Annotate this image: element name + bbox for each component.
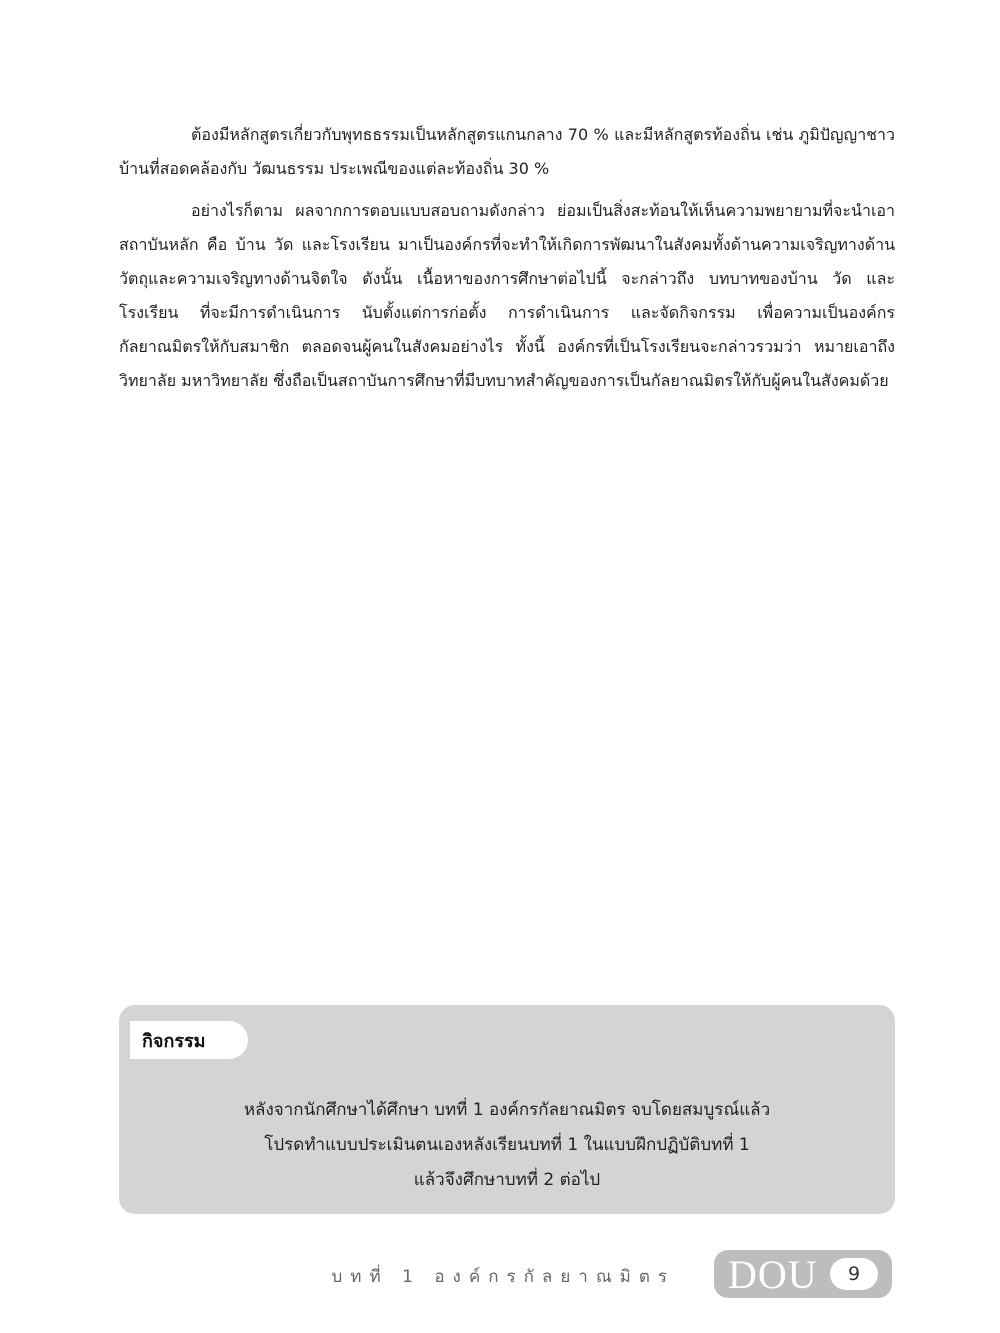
footer-chapter-title: บทที่ 1 องค์กรกัลยาณมิตร xyxy=(331,1267,675,1287)
page-number: 9 xyxy=(830,1258,878,1290)
activity-text xyxy=(119,1093,895,1198)
activity-line: หลังจากนักศึกษาได้ศึกษา บทที่ 1 องค์กรกัลยาณมิตร จบโดยสมบูรณ์แล้ว xyxy=(243,1100,771,1120)
footer-badge xyxy=(714,1250,892,1298)
body-text xyxy=(119,118,895,398)
paragraph: อย่างไรก็ตาม ผลจากการตอบแบบสอบถามดังกล่าว ย่อมเป็นสิ่งสะท้อนให้เห็นความพยายามที่จะนำเอาสถาบันหลัก คือ บ้าน วัด และโรงเรียน มาเป็นองค์กรที่จะทำให้เกิดการพัฒนาในสังคมทั้งด้านความเจริญทางด้านวัตถุและความเจริญทางด้านจิตใจ ดังนั้น เนื้อหาของการศึกษาต่อไปนี้ จะกล่าวถึง บทบาทของบ้าน วัด และโรงเรียน ที่จะมีการดำเนินการ นับตั้งแต่การก่อตั้ง การดำเนินการ และจัดกิจกรรม เพื่อความเป็นองค์กรกัลยาณมิตรให้กับสมาชิก ตลอดจนผู้คนในสังคมอย่างไร ทั้งนี้ องค์กรที่เป็นโรงเรียนจะกล่าวรวมว่า หมายเอาถึงวิทยาลัย มหาวิทยาลัย ซึ่งถือเป็นสถาบันการศึกษาที่มีบทบาทสำคัญของการเป็นกัลยาณมิตรให้กับผู้คนในสังคมด้วย xyxy=(119,201,895,390)
paragraph: ต้องมีหลักสูตรเกี่ยวกับพุทธธรรมเป็นหลักสูตรแกนกลาง 70 % และมีหลักสูตรท้องถิ่น เช่น ภูมิปัญญาชาวบ้านที่สอดคล้องกับ วัฒนธรรม ประเพณีของแต่ละท้องถิ่น 30 % xyxy=(119,125,895,178)
activity-title: กิจกรรม xyxy=(130,1021,248,1059)
activity-line: โปรดทำแบบประเมินตนเองหลังเรียนบทที่ 1 ในแบบฝึกปฏิบัติบทที่ 1 xyxy=(264,1135,750,1155)
dou-logo: DOU xyxy=(728,1251,818,1297)
activity-line: แล้วจึงศึกษาบทที่ 2 ต่อไป xyxy=(413,1170,601,1190)
activity-box xyxy=(119,1005,895,1214)
